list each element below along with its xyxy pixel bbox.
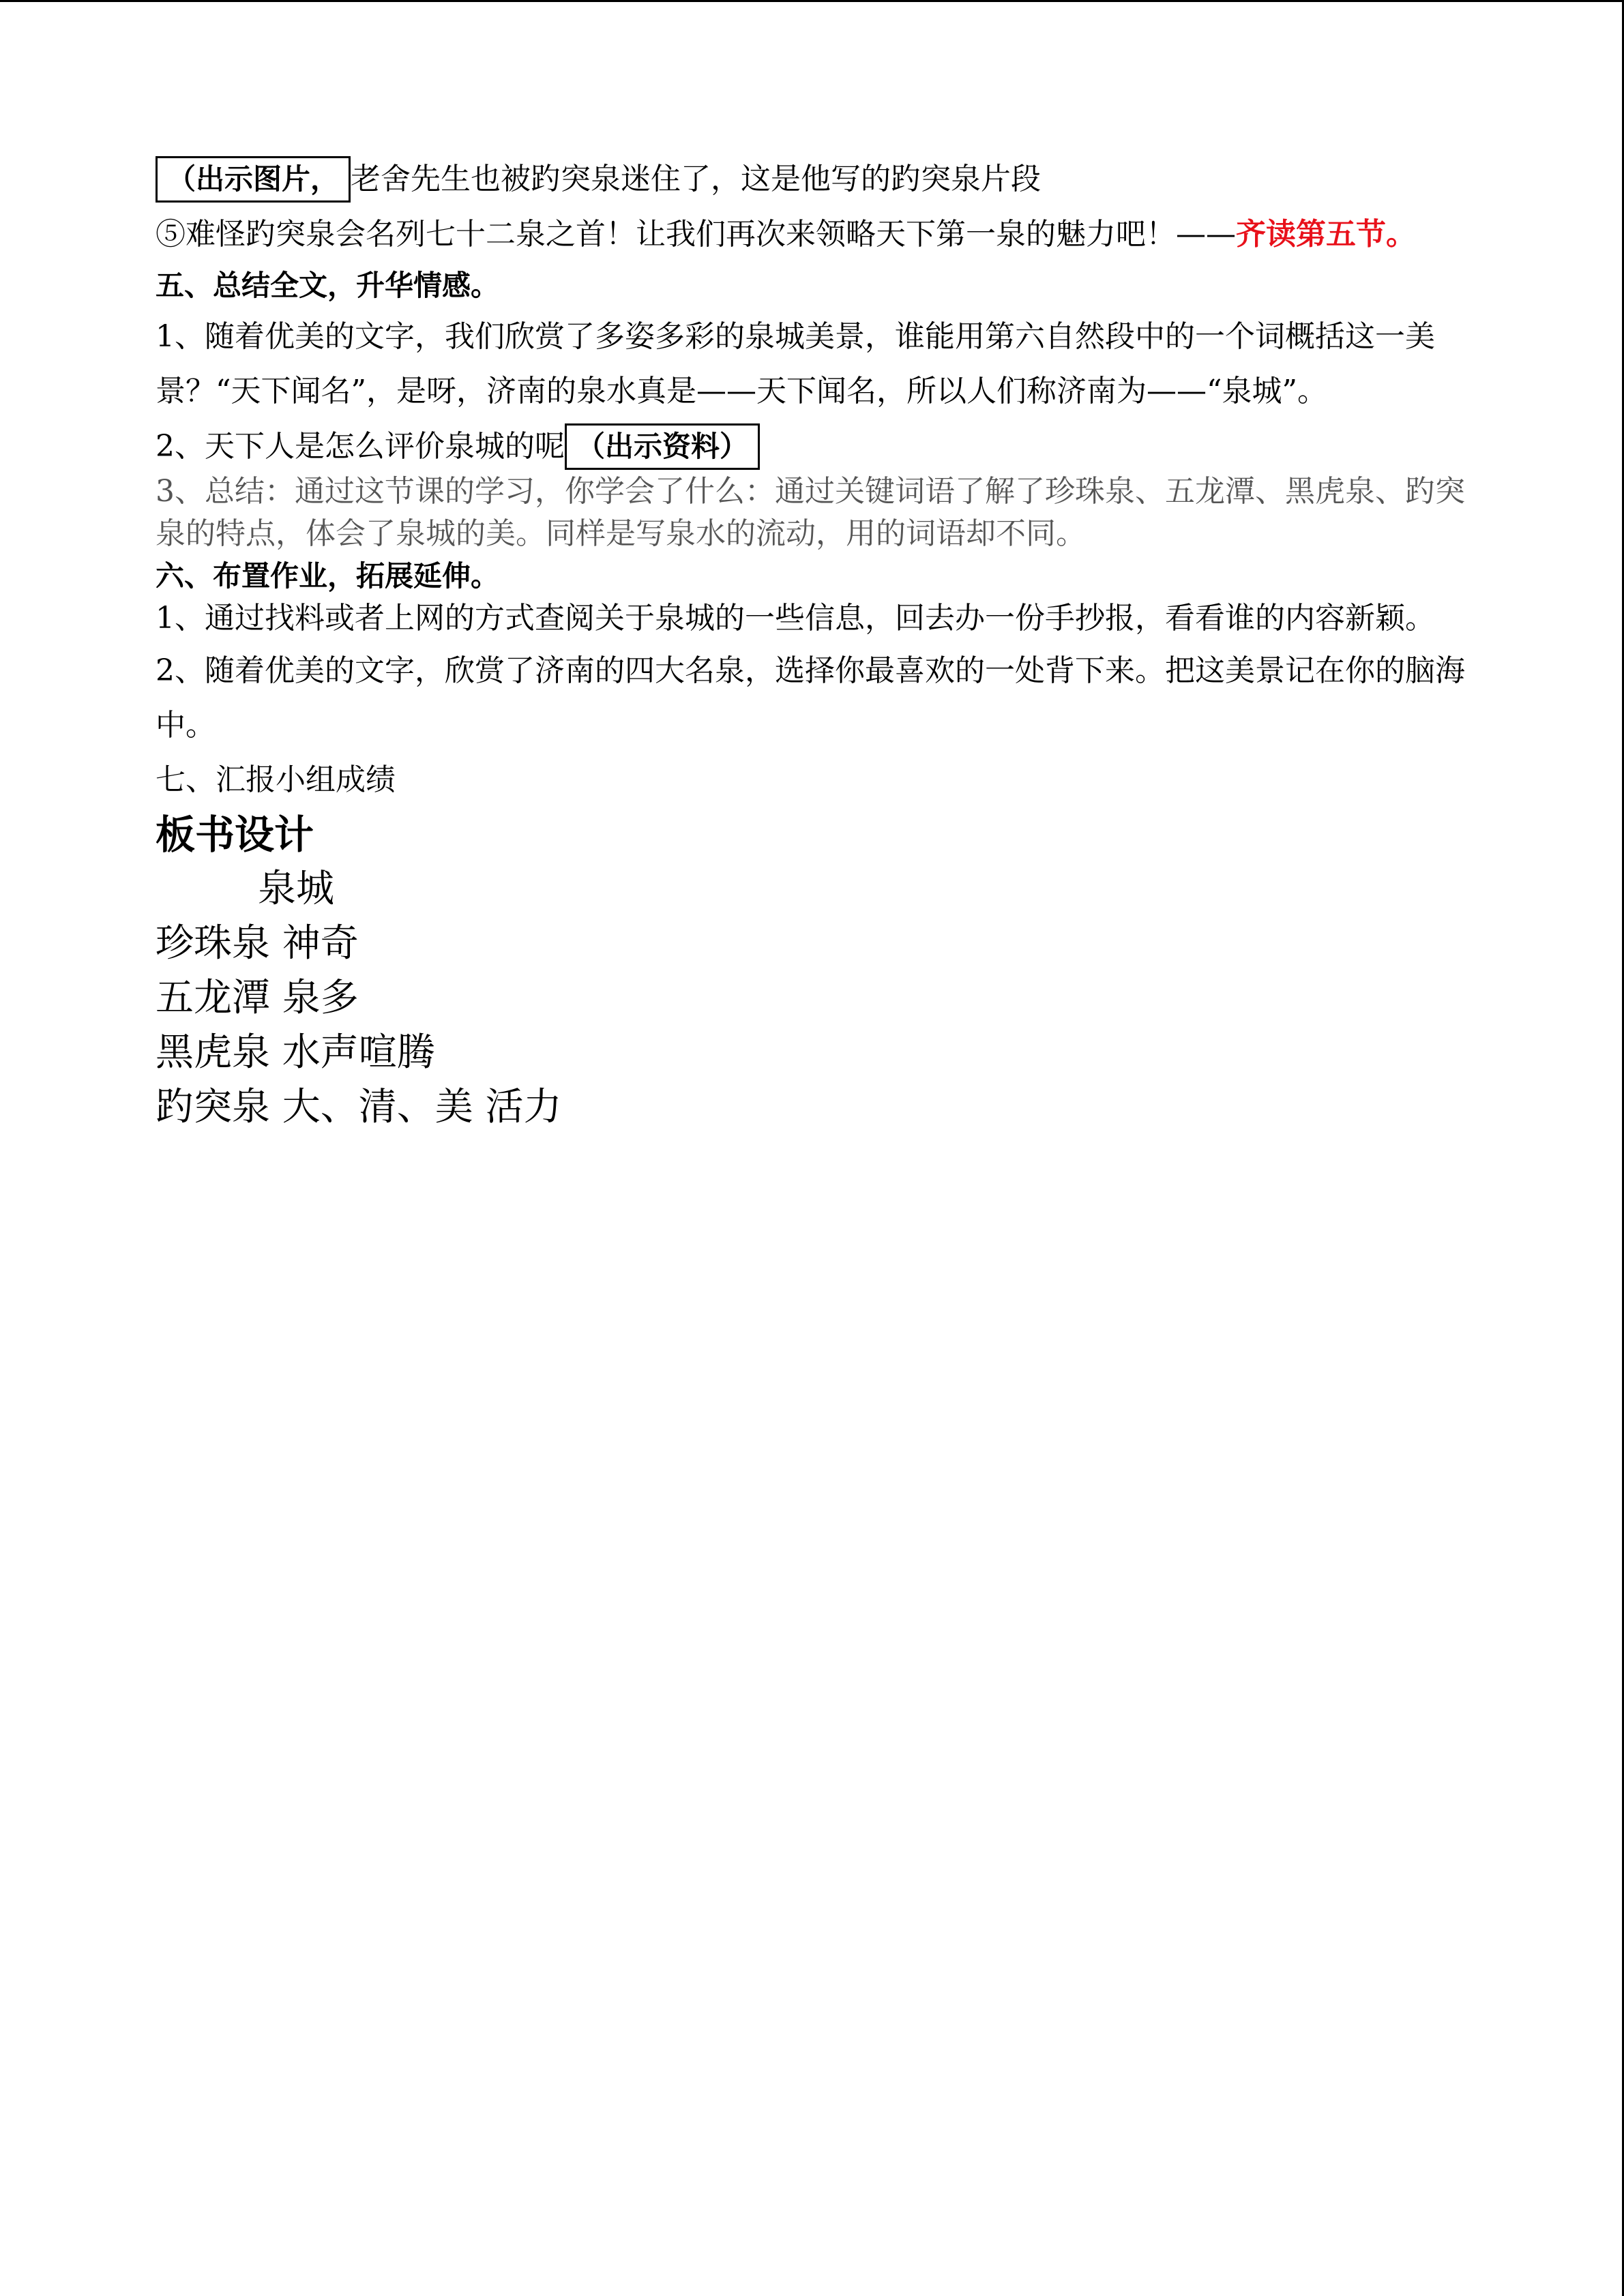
document-page bbox=[156, 155, 1472, 1135]
show-materials-box: （出示资料） bbox=[565, 423, 760, 470]
section-seven-heading: 七、汇报小组成绩 bbox=[156, 762, 396, 797]
section-six-heading: 六、布置作业，拓展延伸。 bbox=[156, 559, 500, 593]
board-row: 黑虎泉 水声喧腾 bbox=[156, 1030, 435, 1075]
section-five-item-3: 3、总结：通过这节课的学习，你学会了什么：通过关键词语了解了珍珠泉、五龙潭、黑虎泉、趵突泉的特点，体会了泉城的美。同样是写泉水的流动，用的词语却不同。 bbox=[156, 474, 1465, 551]
board-design-title: 板书设计 bbox=[156, 811, 314, 858]
section-six-item-2: 2、随着优美的文字，欣赏了济南的四大名泉，选择你最喜欢的一处背下来。把这美景记在你的脑海中。 bbox=[156, 653, 1465, 743]
board-row: 趵突泉 大、清、美 活力 bbox=[156, 1085, 562, 1129]
intro-line bbox=[156, 155, 1472, 203]
section-five-item-1: 1、随着优美的文字，我们欣赏了多姿多彩的泉城美景，谁能用第六自然段中的一个词概括这一美景？“天下闻名”，是呀，济南的泉水真是——天下闻名，所以人们称济南为——“泉城”。 bbox=[156, 319, 1435, 408]
show-picture-box: （出示图片， bbox=[156, 156, 351, 203]
paragraph-five bbox=[156, 207, 1472, 262]
board-row: 珍珠泉 神奇 bbox=[156, 921, 359, 966]
section-six-item-1: 1、通过找料或者上网的方式查阅关于泉城的一些信息，回去办一份手抄报，看看谁的内容新颖。 bbox=[156, 601, 1435, 636]
top-border-line bbox=[0, 0, 1624, 2]
board-center-title: 泉城 bbox=[258, 867, 334, 911]
section-five-heading: 五、总结全文，升华情感。 bbox=[156, 269, 500, 302]
section-five-item-2 bbox=[156, 423, 1472, 471]
paragraph-five-text: ⑤难怪趵突泉会名列七十二泉之首！让我们再次来领略天下第一泉的魅力吧！—— bbox=[156, 217, 1236, 252]
board-row: 五龙潭 泉多 bbox=[156, 976, 359, 1020]
section-five-item-2-text: 2、天下人是怎么评价泉城的呢 bbox=[156, 429, 565, 464]
read-aloud-instruction: 齐读第五节。 bbox=[1236, 217, 1416, 252]
intro-text: 老舍先生也被趵突泉迷住了，这是他写的趵突泉片段 bbox=[351, 162, 1042, 196]
